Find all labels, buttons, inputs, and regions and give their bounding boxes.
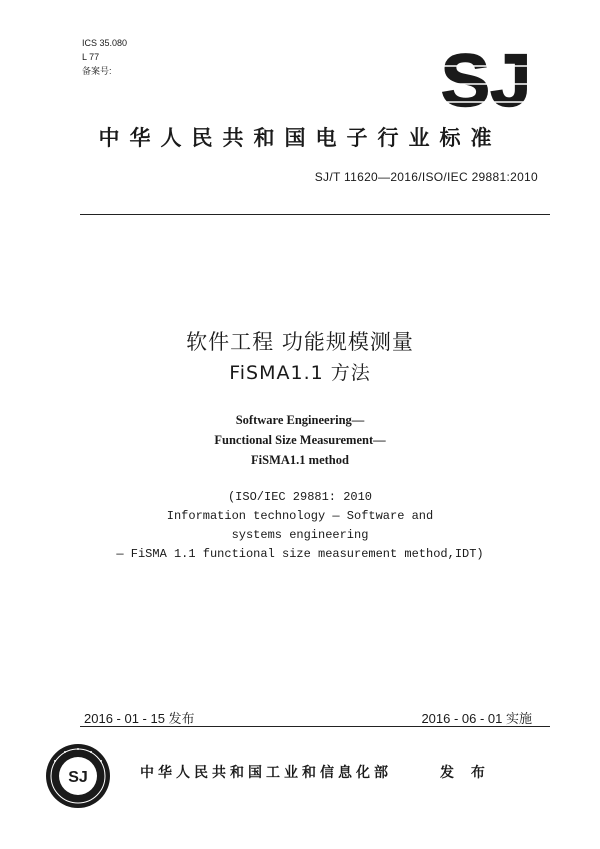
record-number-label: 备案号: xyxy=(82,66,112,76)
issue-date: 2016 - 01 - 15 发布 xyxy=(84,711,195,726)
sj-logo xyxy=(436,44,536,114)
adoption-note xyxy=(0,488,600,564)
standard-organization-title: 中华人民共和国电子行业标准 xyxy=(98,126,502,150)
adoption-line4: — FiSMA 1.1 functional size measurement method,IDT) xyxy=(116,547,484,561)
title-english-line1: Software Engineering— xyxy=(235,413,365,427)
bottom-divider xyxy=(80,726,550,727)
ics-code: ICS 35.080 xyxy=(82,38,128,48)
title-chinese-line1: 软件工程 功能规模测量 xyxy=(186,330,414,354)
svg-text:SJ: SJ xyxy=(68,769,88,786)
title-english-line3: FiSMA1.1 method xyxy=(251,453,349,467)
title-english xyxy=(0,410,600,470)
adoption-line2: Information technology — Software and xyxy=(166,509,434,523)
adoption-line1: (ISO/IEC 29881: 2010 xyxy=(227,490,373,504)
publish-label: 发 布 xyxy=(440,765,491,781)
publisher-name: 中华人民共和国工业和信息化部 xyxy=(140,765,392,781)
implementation-date: 2016 - 06 - 01 实施 xyxy=(421,711,532,726)
adoption-line3: systems engineering xyxy=(231,528,369,542)
title-chinese-line2: FiSMA1.1 方法 xyxy=(229,362,371,384)
standard-number: SJ/T 11620—2016/ISO/IEC 29881:2010 xyxy=(314,170,538,184)
top-divider xyxy=(80,214,550,215)
standards-seal xyxy=(44,742,112,810)
classification-block xyxy=(82,36,127,78)
sj-logo-text: SJ xyxy=(440,44,532,114)
title-english-line2: Functional Size Measurement— xyxy=(214,433,386,447)
class-code: L 77 xyxy=(82,52,100,62)
